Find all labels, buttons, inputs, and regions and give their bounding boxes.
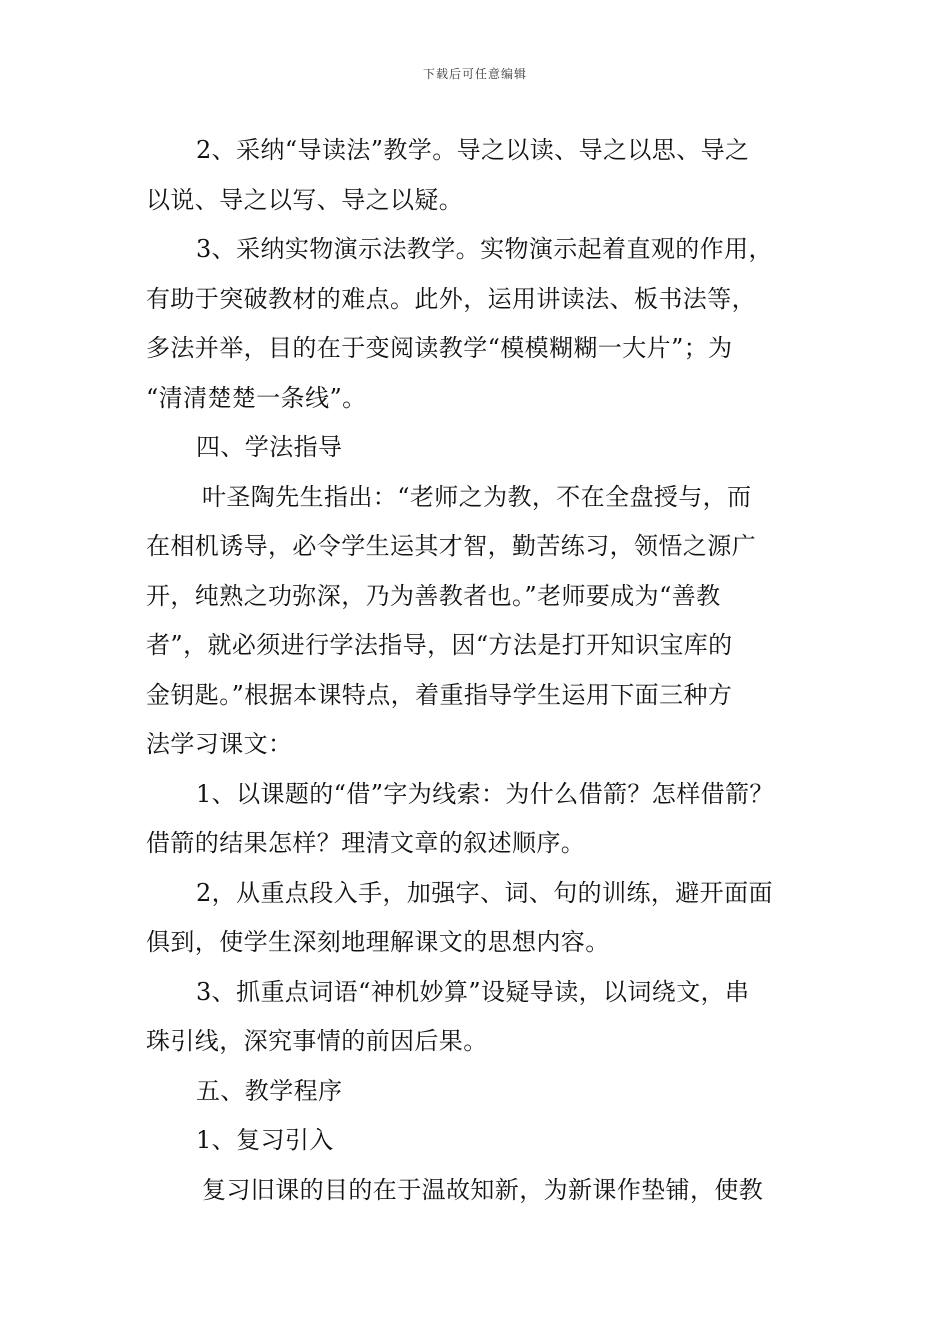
text-line: 五、教学程序 xyxy=(196,1076,343,1105)
text-line: 四、学法指导 xyxy=(196,433,343,461)
text-line: 法学习课文： xyxy=(146,730,293,758)
text-line: 1、以课题的“借”字为线索：为什么借箭？怎样借箭？ xyxy=(196,779,774,808)
text-line: 开，纯熟之功弥深，乃为善教者也。”老师要成为“善教 xyxy=(146,581,721,610)
page-header: 下载后可任意编辑 xyxy=(422,67,527,81)
text-line: 多法并举，目的在于变阅读教学“模模糊糊一大片”；为 xyxy=(146,334,733,362)
text-line: 有助于突破教材的难点。此外，运用讲读法、板书法等， xyxy=(146,284,756,313)
text-line: 1、复习引入 xyxy=(196,1126,334,1154)
document-body xyxy=(146,126,836,1215)
text-line: 俱到，使学生深刻地理解课文的思想内容。 xyxy=(146,928,610,956)
text-line: 金钥匙。”根据本课特点，着重指导学生运用下面三种方 xyxy=(146,680,733,709)
text-line: 叶圣陶先生指出：“老师之为教，不在全盘授与，而 xyxy=(202,482,752,511)
text-line: 复习旧课的目的在于温故知新，为新课作垫铺，使教 xyxy=(202,1175,764,1204)
text-line: 3、采纳实物演示法教学。实物演示起着直观的作用， xyxy=(196,235,773,263)
text-line: 2，从重点段入手，加强字、词、句的训练，避开面面 xyxy=(196,878,773,907)
text-line: 借箭的结果怎样？理清文章的叙述顺序。 xyxy=(146,829,586,857)
text-line: 在相机诱导，必令学生运其才智，勤苦练习，领悟之源广 xyxy=(146,532,756,560)
text-line: 珠引线，深究事情的前因后果。 xyxy=(146,1027,488,1055)
text-line: 2、采纳“导读法”教学。导之以读、导之以思、导之 xyxy=(196,136,750,164)
text-line: 者”，就必须进行学法指导，因“方法是打开知识宝库的 xyxy=(146,631,733,659)
text-line: 以说、导之以写、导之以疑。 xyxy=(146,185,464,214)
text-line: “清清楚楚一条线”。 xyxy=(146,383,367,412)
text-line: 3、抓重点词语“神机妙算”设疑导读，以词绕文，串 xyxy=(196,977,750,1006)
